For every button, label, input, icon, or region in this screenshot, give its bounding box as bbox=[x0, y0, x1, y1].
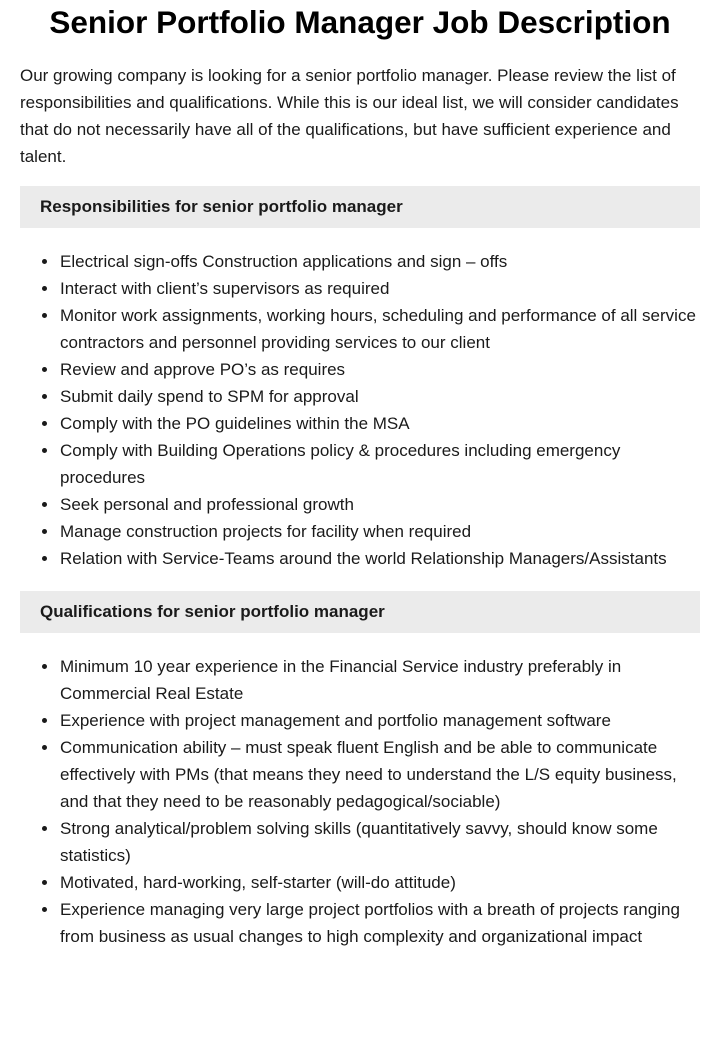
qualifications-list bbox=[20, 653, 700, 950]
list-item: Review and approve PO’s as requires bbox=[60, 356, 700, 383]
list-item: Comply with Building Operations policy & procedures including emergency procedures bbox=[60, 437, 700, 491]
qualifications-heading: Qualifications for senior portfolio manager bbox=[20, 591, 700, 633]
list-item: Comply with the PO guidelines within the MSA bbox=[60, 410, 700, 437]
list-item: Experience with project management and portfolio management software bbox=[60, 707, 700, 734]
responsibilities-heading: Responsibilities for senior portfolio manager bbox=[20, 186, 700, 228]
list-item: Strong analytical/problem solving skills (quantitatively savvy, should know some statistics) bbox=[60, 815, 700, 869]
list-item: Communication ability – must speak fluent English and be able to communicate effectively with PMs (that means they need to understand the L/S equity business, and that they need to be reasonably pedagogical/sociable) bbox=[60, 734, 700, 815]
list-item: Motivated, hard-working, self-starter (will-do attitude) bbox=[60, 869, 700, 896]
intro-paragraph: Our growing company is looking for a senior portfolio manager. Please review the list of responsibilities and qualifications. While this is our ideal list, we will consider candidates that do not necessarily have all of the qualifications, but have sufficient experience and talent. bbox=[20, 66, 679, 166]
list-item: Submit daily spend to SPM for approval bbox=[60, 383, 700, 410]
list-item: Relation with Service-Teams around the world Relationship Managers/Assistants bbox=[60, 545, 700, 572]
list-item: Experience managing very large project portfolios with a breath of projects ranging from business as usual changes to high complexity and organizational impact bbox=[60, 896, 700, 950]
page-title: Senior Portfolio Manager Job Description bbox=[49, 4, 671, 40]
list-item: Electrical sign-offs Construction applications and sign – offs bbox=[60, 248, 700, 275]
responsibilities-list bbox=[20, 248, 700, 572]
list-item: Minimum 10 year experience in the Financial Service industry preferably in Commercial Real Estate bbox=[60, 653, 700, 707]
list-item: Monitor work assignments, working hours, scheduling and performance of all service contractors and personnel providing services to our client bbox=[60, 302, 700, 356]
list-item: Manage construction projects for facility when required bbox=[60, 518, 700, 545]
list-item: Interact with client’s supervisors as required bbox=[60, 275, 700, 302]
list-item: Seek personal and professional growth bbox=[60, 491, 700, 518]
